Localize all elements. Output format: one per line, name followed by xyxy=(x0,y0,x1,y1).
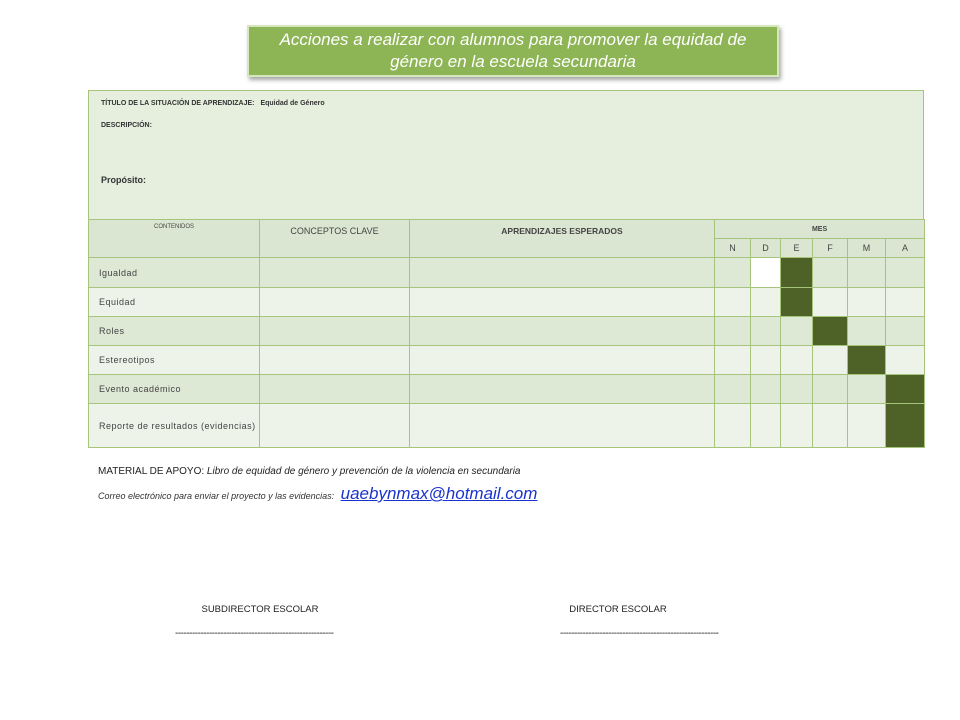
table-row xyxy=(89,375,925,404)
scheduled-month-cell xyxy=(886,404,925,448)
content-cell: Roles xyxy=(89,317,260,346)
month-cell-d xyxy=(751,317,781,346)
form-header xyxy=(88,90,924,220)
content-cell: Equidad xyxy=(89,288,260,317)
table-row xyxy=(89,258,925,288)
month-cell-f xyxy=(813,375,848,404)
month-cell-n xyxy=(715,288,751,317)
month-cell-n xyxy=(715,346,751,375)
month-cell-f xyxy=(813,346,848,375)
subdirector-title: SUBDIRECTOR ESCOLAR xyxy=(201,604,319,615)
month-cell-f xyxy=(813,258,848,288)
title-line-1: Acciones a realizar con alumnos para promover la equidad de xyxy=(279,30,747,49)
content-cell: Reporte de resultados (evidencias) xyxy=(89,404,260,448)
content-cell: Estereotipos xyxy=(89,346,260,375)
scheduled-month-cell xyxy=(848,346,886,375)
month-cell-f xyxy=(813,404,848,448)
table-row xyxy=(89,317,925,346)
month-cell-n xyxy=(715,258,751,288)
support-material xyxy=(98,466,520,477)
learning-cell xyxy=(410,346,715,375)
month-m: M xyxy=(848,239,886,258)
situation-title xyxy=(101,100,325,107)
learning-cell xyxy=(410,317,715,346)
month-cell-n xyxy=(715,404,751,448)
concepts-cell xyxy=(260,288,410,317)
scheduled-month-cell xyxy=(781,258,813,288)
learning-cell xyxy=(410,258,715,288)
scheduled-month-cell xyxy=(886,375,925,404)
month-cell-d xyxy=(751,404,781,448)
month-cell-a xyxy=(886,258,925,288)
email-label: Correo electrónico para enviar el proyecto y las evidencias: xyxy=(98,491,335,501)
table-row xyxy=(89,404,925,448)
header-contents: CONTENIDOS xyxy=(89,220,260,258)
title-line-2: género en la escuela secundaria xyxy=(390,52,636,71)
learning-cell xyxy=(410,288,715,317)
title-banner xyxy=(247,25,779,77)
month-cell-d xyxy=(751,375,781,404)
month-cell-d xyxy=(751,258,781,288)
contents-table xyxy=(88,219,925,448)
header-expected-learning: APRENDIZAJES ESPERADOS xyxy=(410,220,715,258)
month-cell-n xyxy=(715,375,751,404)
month-n: N xyxy=(715,239,751,258)
email-link[interactable]: uaebynmax@hotmail.com xyxy=(340,484,538,503)
month-f: F xyxy=(813,239,848,258)
learning-cell xyxy=(410,375,715,404)
scheduled-month-cell xyxy=(813,317,848,346)
concepts-cell xyxy=(260,404,410,448)
month-cell-e xyxy=(781,375,813,404)
month-cell-e xyxy=(781,346,813,375)
concepts-cell xyxy=(260,375,410,404)
month-cell-m xyxy=(848,375,886,404)
situation-title-label: TÍTULO DE LA SITUACIÓN DE APRENDIZAJE: xyxy=(101,100,255,107)
month-cell-e xyxy=(781,317,813,346)
learning-cell xyxy=(410,404,715,448)
support-material-label: MATERIAL DE APOYO: xyxy=(98,466,205,477)
month-cell-a xyxy=(886,317,925,346)
description-label: DESCRIPCIÓN: xyxy=(101,122,152,129)
table-row xyxy=(89,288,925,317)
director-signature-line: -------------------------------------------------------- xyxy=(560,628,719,639)
month-cell-e xyxy=(781,404,813,448)
situation-title-value: Equidad de Género xyxy=(260,100,325,107)
month-cell-f xyxy=(813,288,848,317)
header-month: MES xyxy=(715,220,925,239)
concepts-cell xyxy=(260,258,410,288)
month-cell-m xyxy=(848,258,886,288)
month-cell-d xyxy=(751,346,781,375)
month-cell-a xyxy=(886,288,925,317)
purpose-label: Propósito: xyxy=(101,175,146,185)
subdirector-signature-line: -------------------------------------------------------- xyxy=(175,628,334,639)
content-cell: Igualdad xyxy=(89,258,260,288)
planning-form xyxy=(88,90,924,450)
month-cell-a xyxy=(886,346,925,375)
month-d: D xyxy=(751,239,781,258)
content-cell: Evento académico xyxy=(89,375,260,404)
header-key-concepts: CONCEPTOS CLAVE xyxy=(260,220,410,258)
month-cell-m xyxy=(848,404,886,448)
email-line xyxy=(98,484,537,504)
director-title: DIRECTOR ESCOLAR xyxy=(569,604,667,615)
month-cell-d xyxy=(751,288,781,317)
table-body xyxy=(89,258,925,448)
scheduled-month-cell xyxy=(781,288,813,317)
table-row xyxy=(89,346,925,375)
month-cell-m xyxy=(848,288,886,317)
month-a: A xyxy=(886,239,925,258)
support-material-value: Libro de equidad de género y prevención de la violencia en secundaria xyxy=(206,466,521,477)
concepts-cell xyxy=(260,317,410,346)
table-header-row xyxy=(89,220,925,239)
month-cell-n xyxy=(715,317,751,346)
concepts-cell xyxy=(260,346,410,375)
month-cell-m xyxy=(848,317,886,346)
month-e: E xyxy=(781,239,813,258)
